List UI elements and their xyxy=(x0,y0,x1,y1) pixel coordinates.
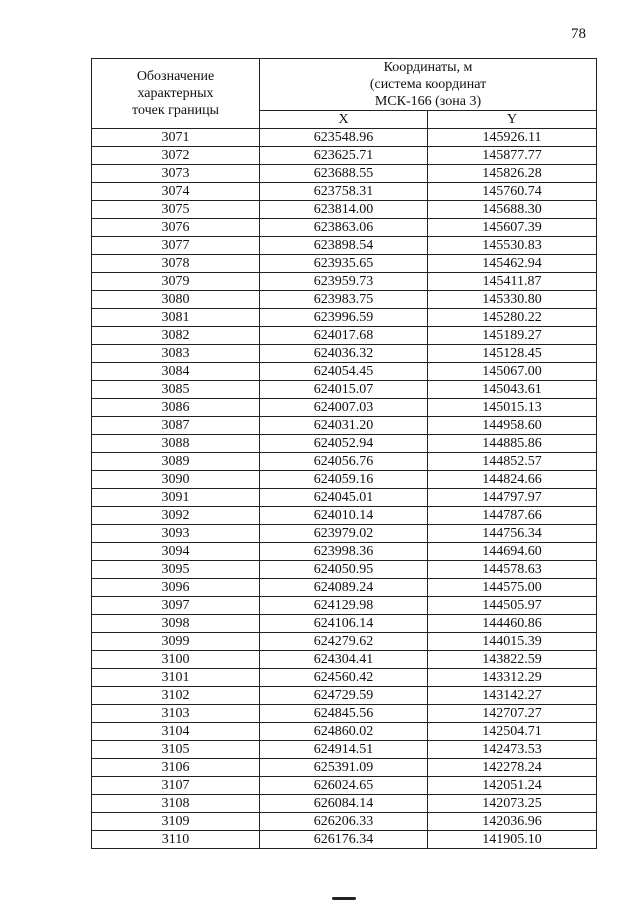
y-coordinate-cell: 144824.66 xyxy=(428,471,597,489)
point-id-cell: 3099 xyxy=(92,633,260,651)
x-coordinate-cell: 624845.56 xyxy=(260,705,428,723)
x-coordinate-cell: 624129.98 xyxy=(260,597,428,615)
table-header xyxy=(92,59,597,129)
x-coordinate-cell: 623979.02 xyxy=(260,525,428,543)
x-coordinate-cell: 624010.14 xyxy=(260,507,428,525)
x-coordinate-cell: 623959.73 xyxy=(260,273,428,291)
x-coordinate-cell: 626176.34 xyxy=(260,831,428,849)
table-row xyxy=(92,165,597,183)
x-coordinate-cell: 624106.14 xyxy=(260,615,428,633)
point-id-cell: 3093 xyxy=(92,525,260,543)
y-coordinate-cell: 142707.27 xyxy=(428,705,597,723)
x-coordinate-cell: 624914.51 xyxy=(260,741,428,759)
page-footer-mark xyxy=(332,897,356,900)
y-coordinate-cell: 144460.86 xyxy=(428,615,597,633)
x-coordinate-cell: 623863.06 xyxy=(260,219,428,237)
table-row xyxy=(92,507,597,525)
point-id-cell: 3078 xyxy=(92,255,260,273)
table-row xyxy=(92,381,597,399)
y-coordinate-cell: 145688.30 xyxy=(428,201,597,219)
y-coordinate-cell: 144756.34 xyxy=(428,525,597,543)
table-body xyxy=(92,129,597,849)
table-row xyxy=(92,327,597,345)
y-coordinate-cell: 145826.28 xyxy=(428,165,597,183)
y-coordinate-cell: 145411.87 xyxy=(428,273,597,291)
point-id-cell: 3097 xyxy=(92,597,260,615)
x-coordinate-cell: 624860.02 xyxy=(260,723,428,741)
y-coordinate-cell: 145877.77 xyxy=(428,147,597,165)
table-row xyxy=(92,147,597,165)
y-coordinate-cell: 142278.24 xyxy=(428,759,597,777)
table-row xyxy=(92,777,597,795)
x-coordinate-cell: 624017.68 xyxy=(260,327,428,345)
y-coordinate-cell: 145760.74 xyxy=(428,183,597,201)
point-id-cell: 3081 xyxy=(92,309,260,327)
table-row xyxy=(92,435,597,453)
x-coordinate-cell: 623625.71 xyxy=(260,147,428,165)
x-coordinate-cell: 624279.62 xyxy=(260,633,428,651)
y-coordinate-cell: 144505.97 xyxy=(428,597,597,615)
y-coordinate-cell: 144015.39 xyxy=(428,633,597,651)
y-coordinate-cell: 145330.80 xyxy=(428,291,597,309)
point-id-cell: 3094 xyxy=(92,543,260,561)
y-coordinate-cell: 143312.29 xyxy=(428,669,597,687)
table-row xyxy=(92,309,597,327)
coordinates-table xyxy=(91,58,597,849)
x-coordinate-cell: 624036.32 xyxy=(260,345,428,363)
table-row xyxy=(92,345,597,363)
x-coordinate-cell: 623758.31 xyxy=(260,183,428,201)
point-id-cell: 3090 xyxy=(92,471,260,489)
point-id-cell: 3105 xyxy=(92,741,260,759)
x-coordinate-cell: 623814.00 xyxy=(260,201,428,219)
table-row xyxy=(92,687,597,705)
y-coordinate-cell: 145607.39 xyxy=(428,219,597,237)
x-coordinate-cell: 624031.20 xyxy=(260,417,428,435)
y-coordinate-cell: 142473.53 xyxy=(428,741,597,759)
point-id-cell: 3084 xyxy=(92,363,260,381)
table-row xyxy=(92,633,597,651)
y-coordinate-cell: 143142.27 xyxy=(428,687,597,705)
point-header-line-1: Обозначение xyxy=(136,69,215,84)
point-id-cell: 3088 xyxy=(92,435,260,453)
point-id-cell: 3087 xyxy=(92,417,260,435)
point-column-header xyxy=(92,59,260,129)
table-row xyxy=(92,363,597,381)
point-id-cell: 3095 xyxy=(92,561,260,579)
y-coordinate-cell: 144787.66 xyxy=(428,507,597,525)
x-coordinate-cell: 624056.76 xyxy=(260,453,428,471)
x-coordinate-cell: 623898.54 xyxy=(260,237,428,255)
x-coordinate-cell: 624089.24 xyxy=(260,579,428,597)
table-row xyxy=(92,741,597,759)
point-id-cell: 3091 xyxy=(92,489,260,507)
x-coordinate-cell: 623688.55 xyxy=(260,165,428,183)
y-coordinate-cell: 144797.97 xyxy=(428,489,597,507)
y-column-header: Y xyxy=(428,111,597,129)
point-id-cell: 3072 xyxy=(92,147,260,165)
y-coordinate-cell: 142504.71 xyxy=(428,723,597,741)
y-coordinate-cell: 143822.59 xyxy=(428,651,597,669)
point-id-cell: 3089 xyxy=(92,453,260,471)
y-coordinate-cell: 145530.83 xyxy=(428,237,597,255)
table-row xyxy=(92,651,597,669)
y-coordinate-cell: 141905.10 xyxy=(428,831,597,849)
y-coordinate-cell: 144885.86 xyxy=(428,435,597,453)
table-row xyxy=(92,201,597,219)
point-header-line-2: характерных xyxy=(137,86,214,101)
table-row xyxy=(92,399,597,417)
y-coordinate-cell: 144575.00 xyxy=(428,579,597,597)
table-row xyxy=(92,813,597,831)
table-row xyxy=(92,291,597,309)
point-id-cell: 3096 xyxy=(92,579,260,597)
y-coordinate-cell: 145189.27 xyxy=(428,327,597,345)
coords-header-line-1: Координаты, м xyxy=(383,60,473,75)
table-row xyxy=(92,561,597,579)
x-coordinate-cell: 624015.07 xyxy=(260,381,428,399)
table-row xyxy=(92,417,597,435)
point-id-cell: 3104 xyxy=(92,723,260,741)
point-id-cell: 3075 xyxy=(92,201,260,219)
coordinates-column-header xyxy=(260,59,597,111)
point-id-cell: 3083 xyxy=(92,345,260,363)
y-coordinate-cell: 145015.13 xyxy=(428,399,597,417)
table-row xyxy=(92,237,597,255)
x-coordinate-cell: 624059.16 xyxy=(260,471,428,489)
x-coordinate-cell: 625391.09 xyxy=(260,759,428,777)
y-coordinate-cell: 145462.94 xyxy=(428,255,597,273)
y-coordinate-cell: 144578.63 xyxy=(428,561,597,579)
point-id-cell: 3092 xyxy=(92,507,260,525)
x-coordinate-cell: 624052.94 xyxy=(260,435,428,453)
table-row xyxy=(92,705,597,723)
y-coordinate-cell: 142036.96 xyxy=(428,813,597,831)
point-id-cell: 3103 xyxy=(92,705,260,723)
y-coordinate-cell: 145280.22 xyxy=(428,309,597,327)
x-coordinate-cell: 624007.03 xyxy=(260,399,428,417)
point-id-cell: 3102 xyxy=(92,687,260,705)
point-id-cell: 3101 xyxy=(92,669,260,687)
table-row xyxy=(92,219,597,237)
y-coordinate-cell: 144958.60 xyxy=(428,417,597,435)
table-row xyxy=(92,669,597,687)
table-row xyxy=(92,759,597,777)
point-id-cell: 3107 xyxy=(92,777,260,795)
point-id-cell: 3108 xyxy=(92,795,260,813)
y-coordinate-cell: 145926.11 xyxy=(428,129,597,147)
table-row xyxy=(92,129,597,147)
point-id-cell: 3076 xyxy=(92,219,260,237)
point-id-cell: 3080 xyxy=(92,291,260,309)
y-coordinate-cell: 142051.24 xyxy=(428,777,597,795)
point-id-cell: 3082 xyxy=(92,327,260,345)
point-id-cell: 3073 xyxy=(92,165,260,183)
y-coordinate-cell: 145128.45 xyxy=(428,345,597,363)
table-row xyxy=(92,471,597,489)
y-coordinate-cell: 144694.60 xyxy=(428,543,597,561)
point-id-cell: 3110 xyxy=(92,831,260,849)
point-id-cell: 3109 xyxy=(92,813,260,831)
x-coordinate-cell: 624560.42 xyxy=(260,669,428,687)
x-coordinate-cell: 624054.45 xyxy=(260,363,428,381)
coords-header-line-2: (система координат xyxy=(369,77,487,92)
x-coordinate-cell: 626084.14 xyxy=(260,795,428,813)
y-coordinate-cell: 142073.25 xyxy=(428,795,597,813)
point-id-cell: 3079 xyxy=(92,273,260,291)
point-header-line-3: точек границы xyxy=(132,103,219,118)
point-id-cell: 3100 xyxy=(92,651,260,669)
table-row xyxy=(92,597,597,615)
table-row xyxy=(92,273,597,291)
table-row xyxy=(92,525,597,543)
coords-header-line-3: МСК-166 (зона 3) xyxy=(374,94,482,109)
table-row xyxy=(92,183,597,201)
point-id-cell: 3086 xyxy=(92,399,260,417)
y-coordinate-cell: 145043.61 xyxy=(428,381,597,399)
table-row xyxy=(92,615,597,633)
x-coordinate-cell: 626024.65 xyxy=(260,777,428,795)
table-row xyxy=(92,453,597,471)
table-row xyxy=(92,831,597,849)
table-row xyxy=(92,543,597,561)
point-id-cell: 3106 xyxy=(92,759,260,777)
x-coordinate-cell: 624045.01 xyxy=(260,489,428,507)
table-row xyxy=(92,723,597,741)
x-coordinate-cell: 624304.41 xyxy=(260,651,428,669)
y-coordinate-cell: 145067.00 xyxy=(428,363,597,381)
x-coordinate-cell: 623983.75 xyxy=(260,291,428,309)
y-coordinate-cell: 144852.57 xyxy=(428,453,597,471)
point-id-cell: 3077 xyxy=(92,237,260,255)
point-id-cell: 3098 xyxy=(92,615,260,633)
point-id-cell: 3085 xyxy=(92,381,260,399)
table-row xyxy=(92,255,597,273)
point-id-cell: 3071 xyxy=(92,129,260,147)
x-coordinate-cell: 624729.59 xyxy=(260,687,428,705)
point-id-cell: 3074 xyxy=(92,183,260,201)
x-column-header: X xyxy=(260,111,428,129)
table-row xyxy=(92,489,597,507)
x-coordinate-cell: 623548.96 xyxy=(260,129,428,147)
table-row xyxy=(92,795,597,813)
x-coordinate-cell: 623998.36 xyxy=(260,543,428,561)
x-coordinate-cell: 623935.65 xyxy=(260,255,428,273)
page-number: 78 xyxy=(571,26,586,42)
x-coordinate-cell: 624050.95 xyxy=(260,561,428,579)
table-row xyxy=(92,579,597,597)
x-coordinate-cell: 626206.33 xyxy=(260,813,428,831)
x-coordinate-cell: 623996.59 xyxy=(260,309,428,327)
